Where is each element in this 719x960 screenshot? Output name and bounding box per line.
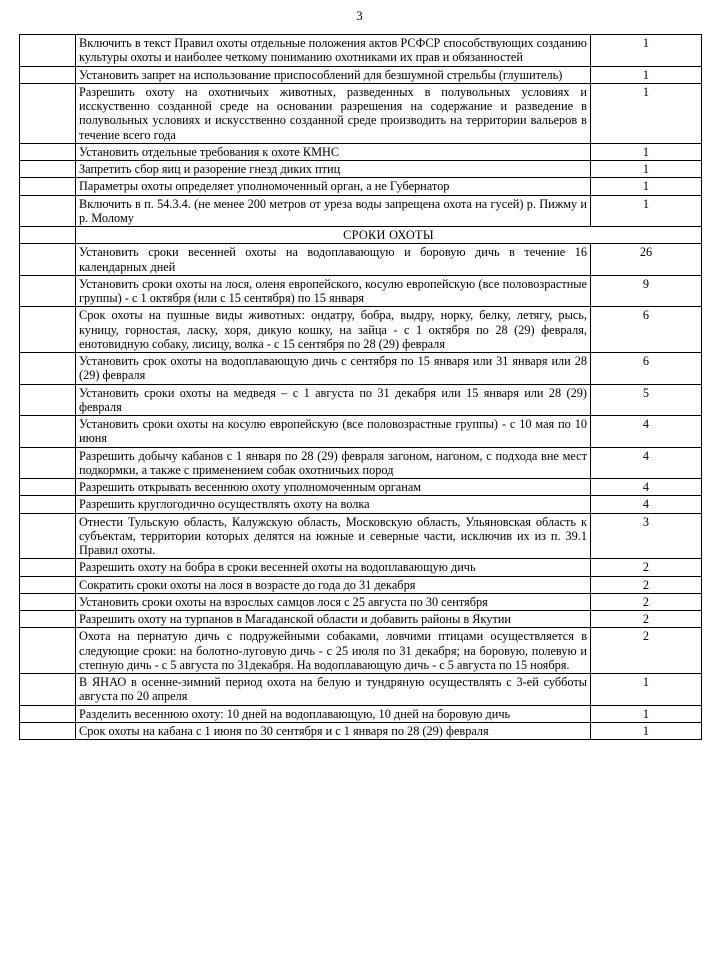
proposals-table: [19, 34, 702, 740]
table-row: [20, 384, 702, 416]
row-marker-cell: [20, 447, 76, 479]
table-row: [20, 161, 702, 178]
table-section-row: [20, 227, 702, 244]
proposal-text-cell: Установить сроки охоты на косулю европейскую (все половозрастные группы) - с 10 мая по 10 июня: [76, 416, 591, 448]
proposal-count-cell: 1: [591, 35, 702, 67]
proposal-count-cell: 4: [591, 416, 702, 448]
proposal-text-cell: Установить сроки охоты на лося, оленя европейского, косулю европейскую (все половозрастные группы) - с 1 октября (или с 15 сентября) по 15 января: [76, 275, 591, 307]
proposal-count-cell: 2: [591, 593, 702, 610]
proposal-text-cell: В ЯНАО в осенне-зимний период охота на белую и тундряную осуществлять с 3-ей субботы августа по 20 апреля: [76, 674, 591, 706]
proposal-text-cell: Разрешить открывать весеннюю охоту уполномоченным органам: [76, 479, 591, 496]
proposal-text-cell: Разрешить охоту на охотничьих животных, разведенных в полувольных условиях и исскуственно созданной среде на основании разрешения на содержание и разведение в полувольных условиях и искусственно созданной среде производить на территории вальеров в течение всего года: [76, 83, 591, 143]
table-row: [20, 35, 702, 67]
row-marker-cell: [20, 384, 76, 416]
proposal-text-cell: Установить срок охоты на водоплавающую дичь с сентября по 15 января или 31 января или 28 (29) февраля: [76, 353, 591, 385]
proposal-text-cell: Отнести Тульскую область, Калужскую область, Московскую область, Ульяновская область к субъектам, территории которых делятся на южные и северные части, исключив их из п. 39.1 Правил охоты.: [76, 513, 591, 559]
proposal-text-cell: Разрешить охоту на бобра в сроки весенней охоты на водоплавающую дичь: [76, 559, 591, 576]
row-marker-cell: [20, 416, 76, 448]
table-row: [20, 628, 702, 674]
row-marker-cell: [20, 593, 76, 610]
proposal-text-cell: Параметры охоты определяет уполномоченный орган, а не Губернатор: [76, 178, 591, 195]
table-row: [20, 593, 702, 610]
proposal-count-cell: 1: [591, 705, 702, 722]
proposal-text-cell: Срок охоты на пушные виды животных: ондатру, бобра, выдру, норку, белку, летягу, рысь, куницу, горностая, ласку, хоря, дикую кошку, на зайца - с 1 октября по 28 (29) февраля, енотовидную собаку, лисицу, волка - с 15 сентября по 28 (29) февраля: [76, 307, 591, 353]
proposal-count-cell: 4: [591, 447, 702, 479]
proposal-count-cell: 1: [591, 83, 702, 143]
proposal-text-cell: Запретить сбор яиц и разорение гнезд диких птиц: [76, 161, 591, 178]
proposal-count-cell: 1: [591, 161, 702, 178]
proposal-text-cell: Установить сроки весенней охоты на водоплавающую и боровую дичь в течение 16 календарных дней: [76, 244, 591, 276]
row-marker-cell: [20, 496, 76, 513]
row-marker-cell: [20, 227, 76, 244]
table-row: [20, 178, 702, 195]
proposal-count-cell: 1: [591, 674, 702, 706]
proposal-text-cell: Установить отдельные требования к охоте КМНС: [76, 143, 591, 160]
proposal-count-cell: 1: [591, 178, 702, 195]
proposal-count-cell: 5: [591, 384, 702, 416]
proposal-text-cell: Разрешить круглогодично осуществлять охоту на волка: [76, 496, 591, 513]
proposal-count-cell: 2: [591, 576, 702, 593]
table-row: [20, 275, 702, 307]
proposal-count-cell: 2: [591, 628, 702, 674]
proposal-count-cell: 4: [591, 479, 702, 496]
table-row: [20, 705, 702, 722]
proposal-text-cell: Разрешить добычу кабанов с 1 января по 28 (29) февраля загоном, нагоном, с подхода вне мест подкормки, а также с применением собак охотничьих пород: [76, 447, 591, 479]
proposal-count-cell: 6: [591, 307, 702, 353]
proposal-text-cell: Охота на пернатую дичь с подружейными собаками, ловчими птицами осуществляется в следующие сроки: на болотно-луговую дичь - с 25 июля по 31 декабря; на боровую, полевую и степную дичь - с 5 августа по 31декабря. На водоплавающую дичь - с 5 августа по 15 ноября.: [76, 628, 591, 674]
table-row: [20, 559, 702, 576]
row-marker-cell: [20, 35, 76, 67]
proposal-text-cell: Разделить весеннюю охоту: 10 дней на водоплавающую, 10 дней на боровую дичь: [76, 705, 591, 722]
row-marker-cell: [20, 513, 76, 559]
table-row: [20, 353, 702, 385]
row-marker-cell: [20, 559, 76, 576]
row-marker-cell: [20, 275, 76, 307]
row-marker-cell: [20, 66, 76, 83]
row-marker-cell: [20, 628, 76, 674]
proposal-count-cell: 4: [591, 496, 702, 513]
row-marker-cell: [20, 161, 76, 178]
proposal-count-cell: 9: [591, 275, 702, 307]
proposal-count-cell: 1: [591, 66, 702, 83]
table-row: [20, 479, 702, 496]
table-row: [20, 244, 702, 276]
table-row: [20, 447, 702, 479]
row-marker-cell: [20, 479, 76, 496]
page-number: 3: [356, 8, 363, 23]
proposal-count-cell: 26: [591, 244, 702, 276]
table-row: [20, 674, 702, 706]
section-heading: СРОКИ ОХОТЫ: [76, 227, 702, 244]
proposal-text-cell: Включить в текст Правил охоты отдельные положения актов РСФСР способствующих созданию культуры охоты и наиболее четкому пониманию охотниками их прав и обязанностей: [76, 35, 591, 67]
row-marker-cell: [20, 674, 76, 706]
proposal-text-cell: Сократить сроки охоты на лося в возрасте до года до 31 декабря: [76, 576, 591, 593]
table-row: [20, 513, 702, 559]
proposal-text-cell: Установить запрет на использование приспособлений для безшумной стрельбы (глушитель): [76, 66, 591, 83]
table-row: [20, 611, 702, 628]
row-marker-cell: [20, 83, 76, 143]
row-marker-cell: [20, 307, 76, 353]
proposal-count-cell: 1: [591, 143, 702, 160]
proposal-text-cell: Разрешить охоту на турпанов в Магаданской области и добавить районы в Якутии: [76, 611, 591, 628]
table-row: [20, 722, 702, 739]
table-row: [20, 307, 702, 353]
proposal-text-cell: Установить сроки охоты на медведя – с 1 августа по 31 декабря или 15 января или 28 (29) февраля: [76, 384, 591, 416]
proposal-count-cell: 2: [591, 559, 702, 576]
proposal-count-cell: 3: [591, 513, 702, 559]
table-body: [20, 35, 702, 740]
row-marker-cell: [20, 143, 76, 160]
row-marker-cell: [20, 705, 76, 722]
table-row: [20, 416, 702, 448]
table-row: [20, 195, 702, 227]
proposal-text-cell: Включить в п. 54.3.4. (не менее 200 метров от уреза воды запрещена охота на гусей) р. Пижму и р. Молому: [76, 195, 591, 227]
table-row: [20, 496, 702, 513]
row-marker-cell: [20, 244, 76, 276]
proposal-count-cell: 1: [591, 195, 702, 227]
proposal-count-cell: 1: [591, 722, 702, 739]
proposal-count-cell: 2: [591, 611, 702, 628]
row-marker-cell: [20, 722, 76, 739]
row-marker-cell: [20, 576, 76, 593]
row-marker-cell: [20, 195, 76, 227]
proposal-text-cell: Установить сроки охоты на взрослых самцов лося с 25 августа по 30 сентября: [76, 593, 591, 610]
table-row: [20, 83, 702, 143]
table-row: [20, 576, 702, 593]
row-marker-cell: [20, 178, 76, 195]
table-row: [20, 66, 702, 83]
row-marker-cell: [20, 353, 76, 385]
proposal-count-cell: 6: [591, 353, 702, 385]
row-marker-cell: [20, 611, 76, 628]
table-row: [20, 143, 702, 160]
proposal-text-cell: Срок охоты на кабана с 1 июня по 30 сентября и с 1 января по 28 (29) февраля: [76, 722, 591, 739]
